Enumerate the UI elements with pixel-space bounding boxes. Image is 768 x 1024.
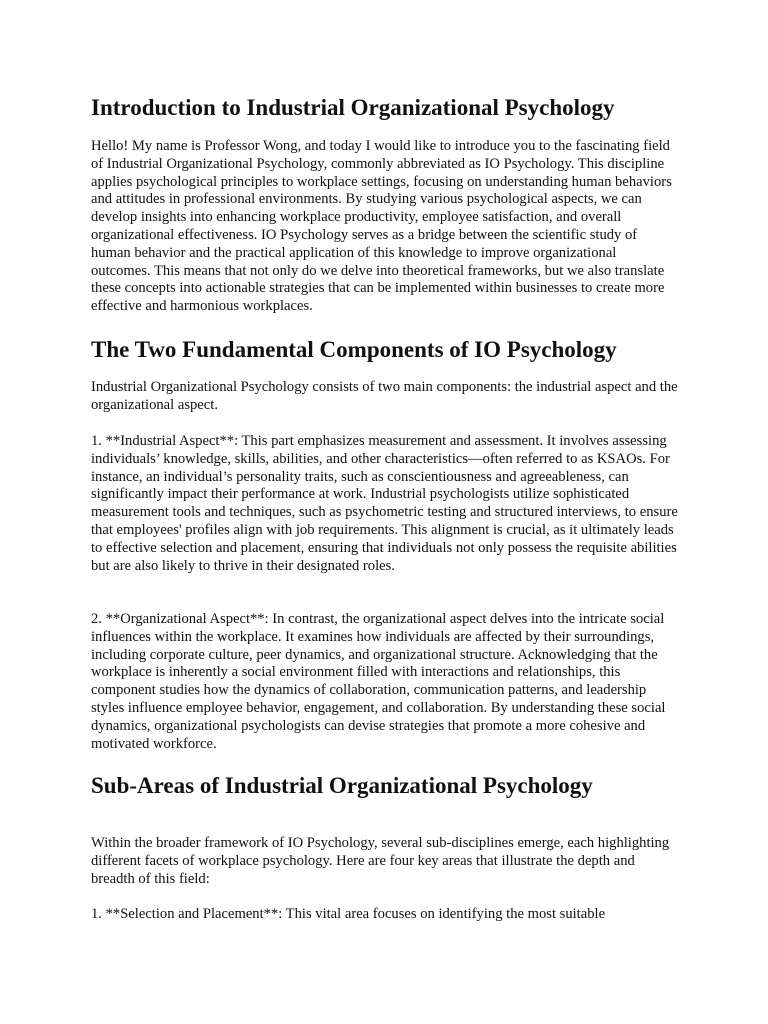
section-heading-components: The Two Fundamental Components of IO Psychology: [91, 337, 617, 362]
paragraph-selection-placement: 1. **Selection and Placement**: This vital area focuses on identifying the most suitable: [91, 906, 606, 922]
section-heading-sub-areas: Sub-Areas of Industrial Organizational Psychology: [91, 773, 593, 798]
section-heading-introduction: Introduction to Industrial Organizational Psychology: [91, 95, 615, 120]
paragraph-sub-areas-overview: Within the broader framework of IO Psychology, several sub-disciplines emerge, each highlighting different facets of workplace psychology. Here are four key areas that illustrate the depth and breadth of this field:: [91, 835, 670, 887]
paragraph-organizational-aspect: 2. **Organizational Aspect**: In contrast, the organizational aspect delves into the intricate social influences within the workplace. It examines how individuals are affected by their surroundings, including corporate culture, peer dynamics, and organizational structure. Acknowledging that the workplace is inherently a social environment filled with interactions and relationships, this component studies how the dynamics of collaboration, communication patterns, and leadership styles influence employee behavior, engagement, and collaboration. By understanding these social dynamics, organizational psychologists can devise strategies that promote a more cohesive and motivated workforce.: [91, 611, 666, 752]
paragraph-industrial-aspect: 1. **Industrial Aspect**: This part emphasizes measurement and assessment. It involves assessing individuals’ knowledge, skills, abilities, and other characteristics—often referred to as KSAOs. For instance, an individual’s personality traits, such as conscientiousness and agreeableness, can significantly impact their performance at work. Industrial psychologists utilize sophisticated measurement tools and techniques, such as psychometric testing and structured interviews, to ensure that employees' profiles align with job requirements. This alignment is crucial, as it ultimately leads to effective selection and placement, ensuring that individuals not only possess the requisite abilities but are also likely to thrive in their designated roles.: [91, 433, 678, 574]
paragraph-components-overview: Industrial Organizational Psychology consists of two main components: the industrial aspect and the organizational aspect.: [91, 379, 678, 413]
paragraph-introduction: Hello! My name is Professor Wong, and today I would like to introduce you to the fascinating field of Industrial Organizational Psychology, commonly abbreviated as IO Psychology. This discipline applies psychological principles to workplace settings, focusing on understanding human behaviors and attitudes in professional environments. By studying various psychological aspects, we can develop insights into enhancing workplace productivity, employee satisfaction, and overall organizational effectiveness. IO Psychology serves as a bridge between the scientific study of human behavior and the practical application of this knowledge to improve organizational outcomes. This means that not only do we delve into theoretical frameworks, but we also translate these concepts into actionable strategies that can be implemented within businesses to create more effective and harmonious workplaces.: [91, 138, 672, 315]
